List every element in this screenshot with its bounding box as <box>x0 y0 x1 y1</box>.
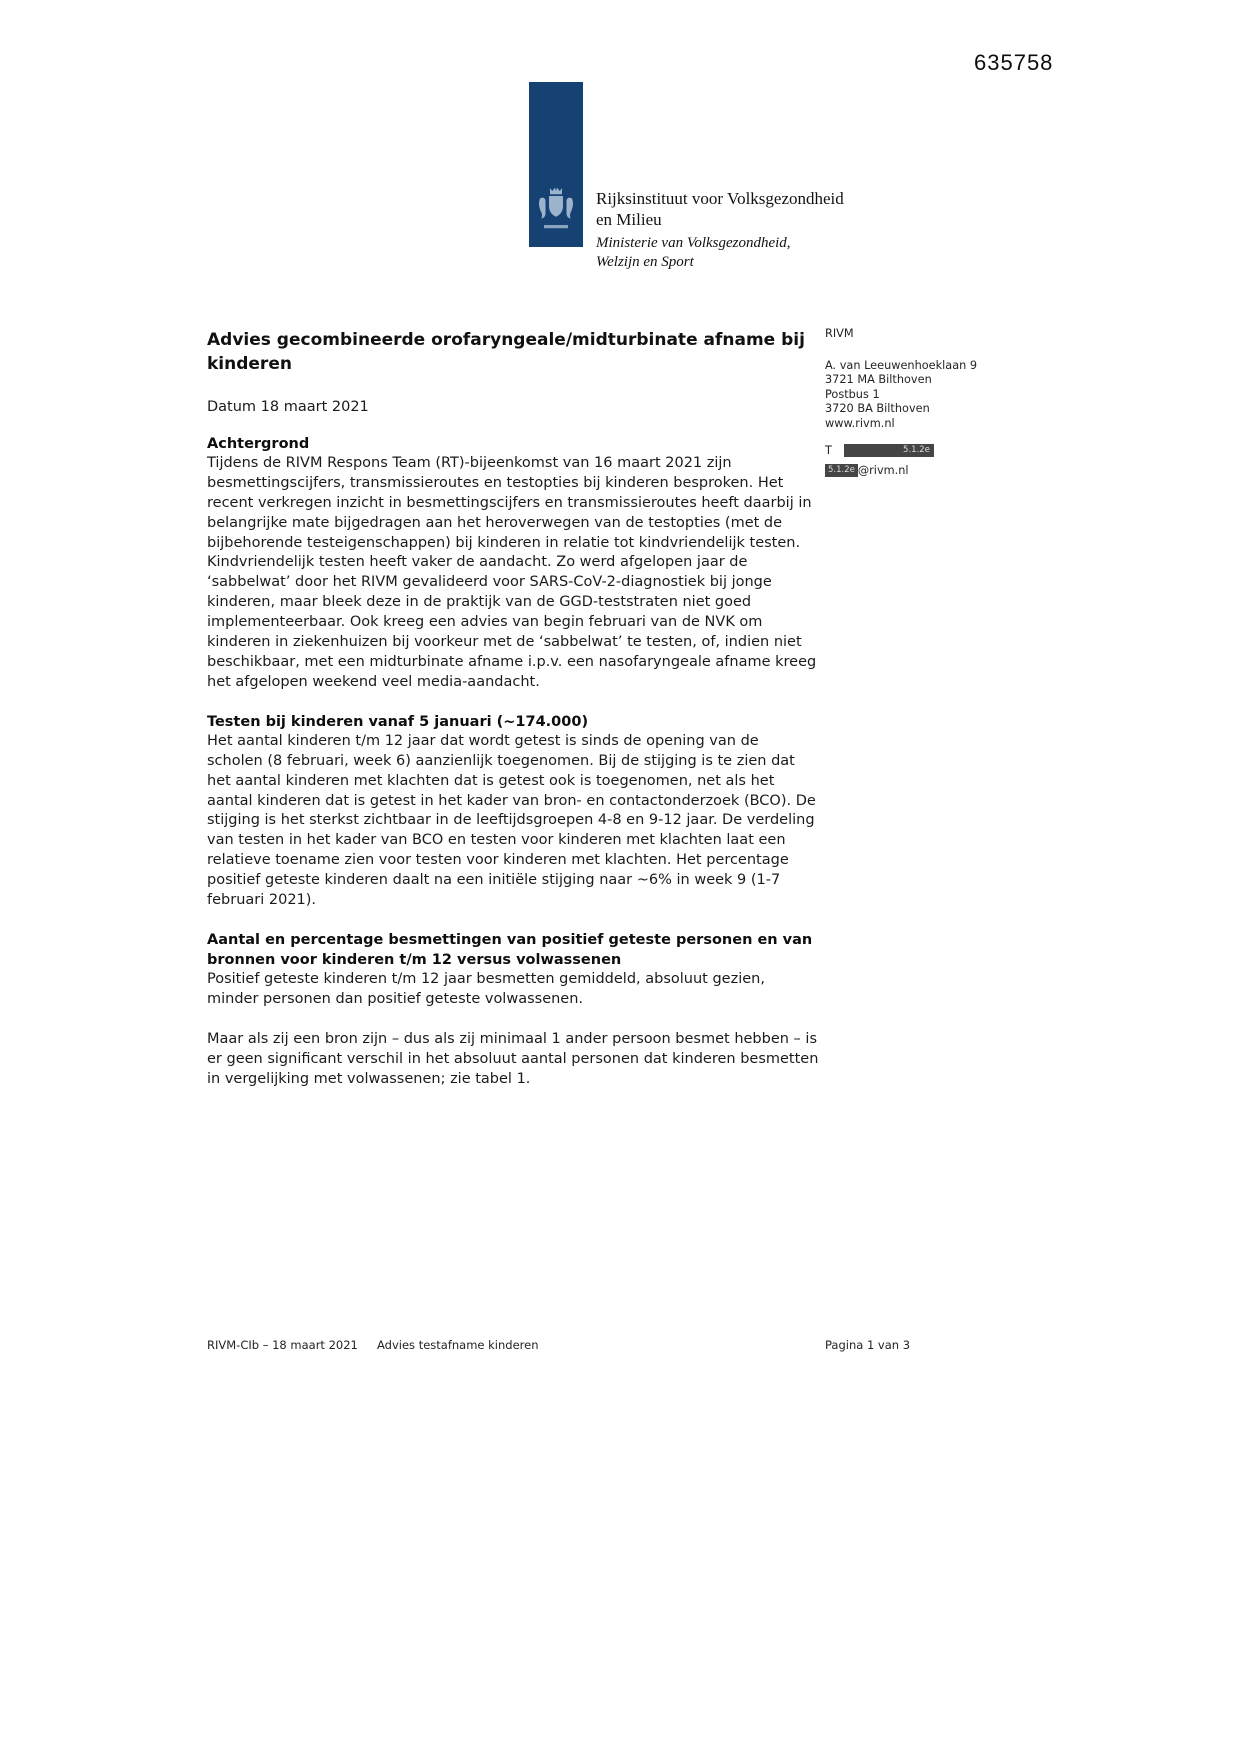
section-heading-besmettingen: Aantal en percentage besmettingen van positief geteste personen en van bronnen voor kinderen t/m 12 versus volwassenen <box>207 931 813 968</box>
org-name-line2: en Milieu <box>596 210 662 229</box>
main-content <box>207 328 819 1089</box>
redaction-box-email: 5.1.2e <box>825 464 858 477</box>
email-suffix: @rivm.nl <box>857 463 909 477</box>
address-line-street: A. van Leeuwenhoeklaan 9 <box>825 358 978 372</box>
website-text: www.rivm.nl <box>825 416 895 430</box>
footer-page-number: Pagina 1 van 3 <box>825 1338 911 1352</box>
sidebar-address <box>825 359 1055 432</box>
section-achtergrond <box>207 434 819 693</box>
page-title: Advies gecombineerde orofaryngeale/midturbinate afname bij kinderen <box>207 330 805 374</box>
section-heading-testen: Testen bij kinderen vanaf 5 januari (~174.000) <box>207 713 589 730</box>
org-name-line1: Rijksinstituut voor Volksgezondheid <box>596 189 844 208</box>
logo-ribbon <box>529 82 583 247</box>
document-number: 635758 <box>974 50 1054 75</box>
section-aantal-besmettingen <box>207 930 819 1090</box>
rijksoverheid-logo <box>529 82 844 272</box>
footer-doc-title: Advies testafname kinderen <box>377 1338 539 1352</box>
phone-line <box>825 443 1055 458</box>
address-line-postbus: Postbus 1 <box>825 387 880 401</box>
paragraph-besmettingen-2: Maar als zij een bron zijn – dus als zij minimaal 1 ander persoon besmet hebben – is er geen significant verschil in het absoluut aantal personen dat kinderen besmetten in vergelijking met volwassenen; zie tabel 1. <box>207 1030 819 1087</box>
logo-text <box>596 82 844 272</box>
paragraph-testen: Het aantal kinderen t/m 12 jaar dat wordt getest is sinds de opening van de scholen (8 februari, week 6) aanzienlijk toegenomen. Bij de stijging is te zien dat het aantal kinderen met klachten dat is getest ook is toegenomen, net als het aantal kinderen dat is getest in het kader van bron- en contactonderzoek (BCO). De stijging is het sterkst zichtbaar in de leeftijdsgroepen 4-8 en 9-12 jaar. De verdeling van testen in het kader van BCO en testen voor kinderen met klachten laat een relatieve toename zien voor testen voor kinderen met klachten. Het percentage positief geteste kinderen daalt na een initiële stijging naar ~6% in week 9 (1-7 februari 2021). <box>207 732 816 909</box>
paragraph-besmettingen-1: Positief geteste kinderen t/m 12 jaar besmetten gemiddeld, absoluut gezien, minder personen dan positief geteste volwassenen. <box>207 970 765 1007</box>
ministry-name-line1: Ministerie van Volksgezondheid, <box>596 235 791 251</box>
sidebar-org-name: RIVM <box>825 327 854 340</box>
ministry-name-line2: Welzijn en Sport <box>596 254 694 270</box>
sidebar <box>825 327 1055 478</box>
coat-of-arms-icon <box>535 185 577 235</box>
email-line <box>825 463 1055 478</box>
footer-doc-ref: RIVM-CIb – 18 maart 2021 <box>207 1338 358 1352</box>
sidebar-contact <box>825 443 1055 478</box>
address-line-city: 3721 MA Bilthoven <box>825 373 932 387</box>
redaction-box-phone: 5.1.2e <box>844 444 934 457</box>
section-testen-bij-kinderen <box>207 712 819 911</box>
address-line-postbus-city: 3720 BA Bilthoven <box>825 402 930 416</box>
date-line: Datum 18 maart 2021 <box>207 399 369 415</box>
phone-label: T <box>825 443 832 457</box>
paragraph-achtergrond: Tijdens de RIVM Respons Team (RT)-bijeenkomst van 16 maart 2021 zijn besmettingscijfers, transmissieroutes en testopties bij kinderen besproken. Het recent verkregen inzicht in besmettingscijfers en transmissieroutes heeft daarbij in belangrijke mate bijgedragen aan het heroverwegen van de testopties (met de bijbehorende testeigenschappen) bij kinderen in relatie tot kindvriendelijk testen. Kindvriendelijk testen heeft vaker de aandacht. Zo werd afgelopen jaar de ‘sabbelwat’ door het RIVM gevalideerd voor SARS-CoV-2-diagnostiek bij jonge kinderen, maar bleek deze in de praktijk van de GGD-teststraten niet goed implementeerbaar. Ook kreeg een advies van begin februari van de NVK om kinderen in ziekenhuizen bij voorkeur met de ‘sabbelwat’ te testen, of, indien niet beschikbaar, met een midturbinate afname i.p.v. een nasofaryngeale afname kreeg het afgelopen weekend veel media-aandacht. <box>207 454 817 690</box>
section-heading-achtergrond: Achtergrond <box>207 435 310 452</box>
